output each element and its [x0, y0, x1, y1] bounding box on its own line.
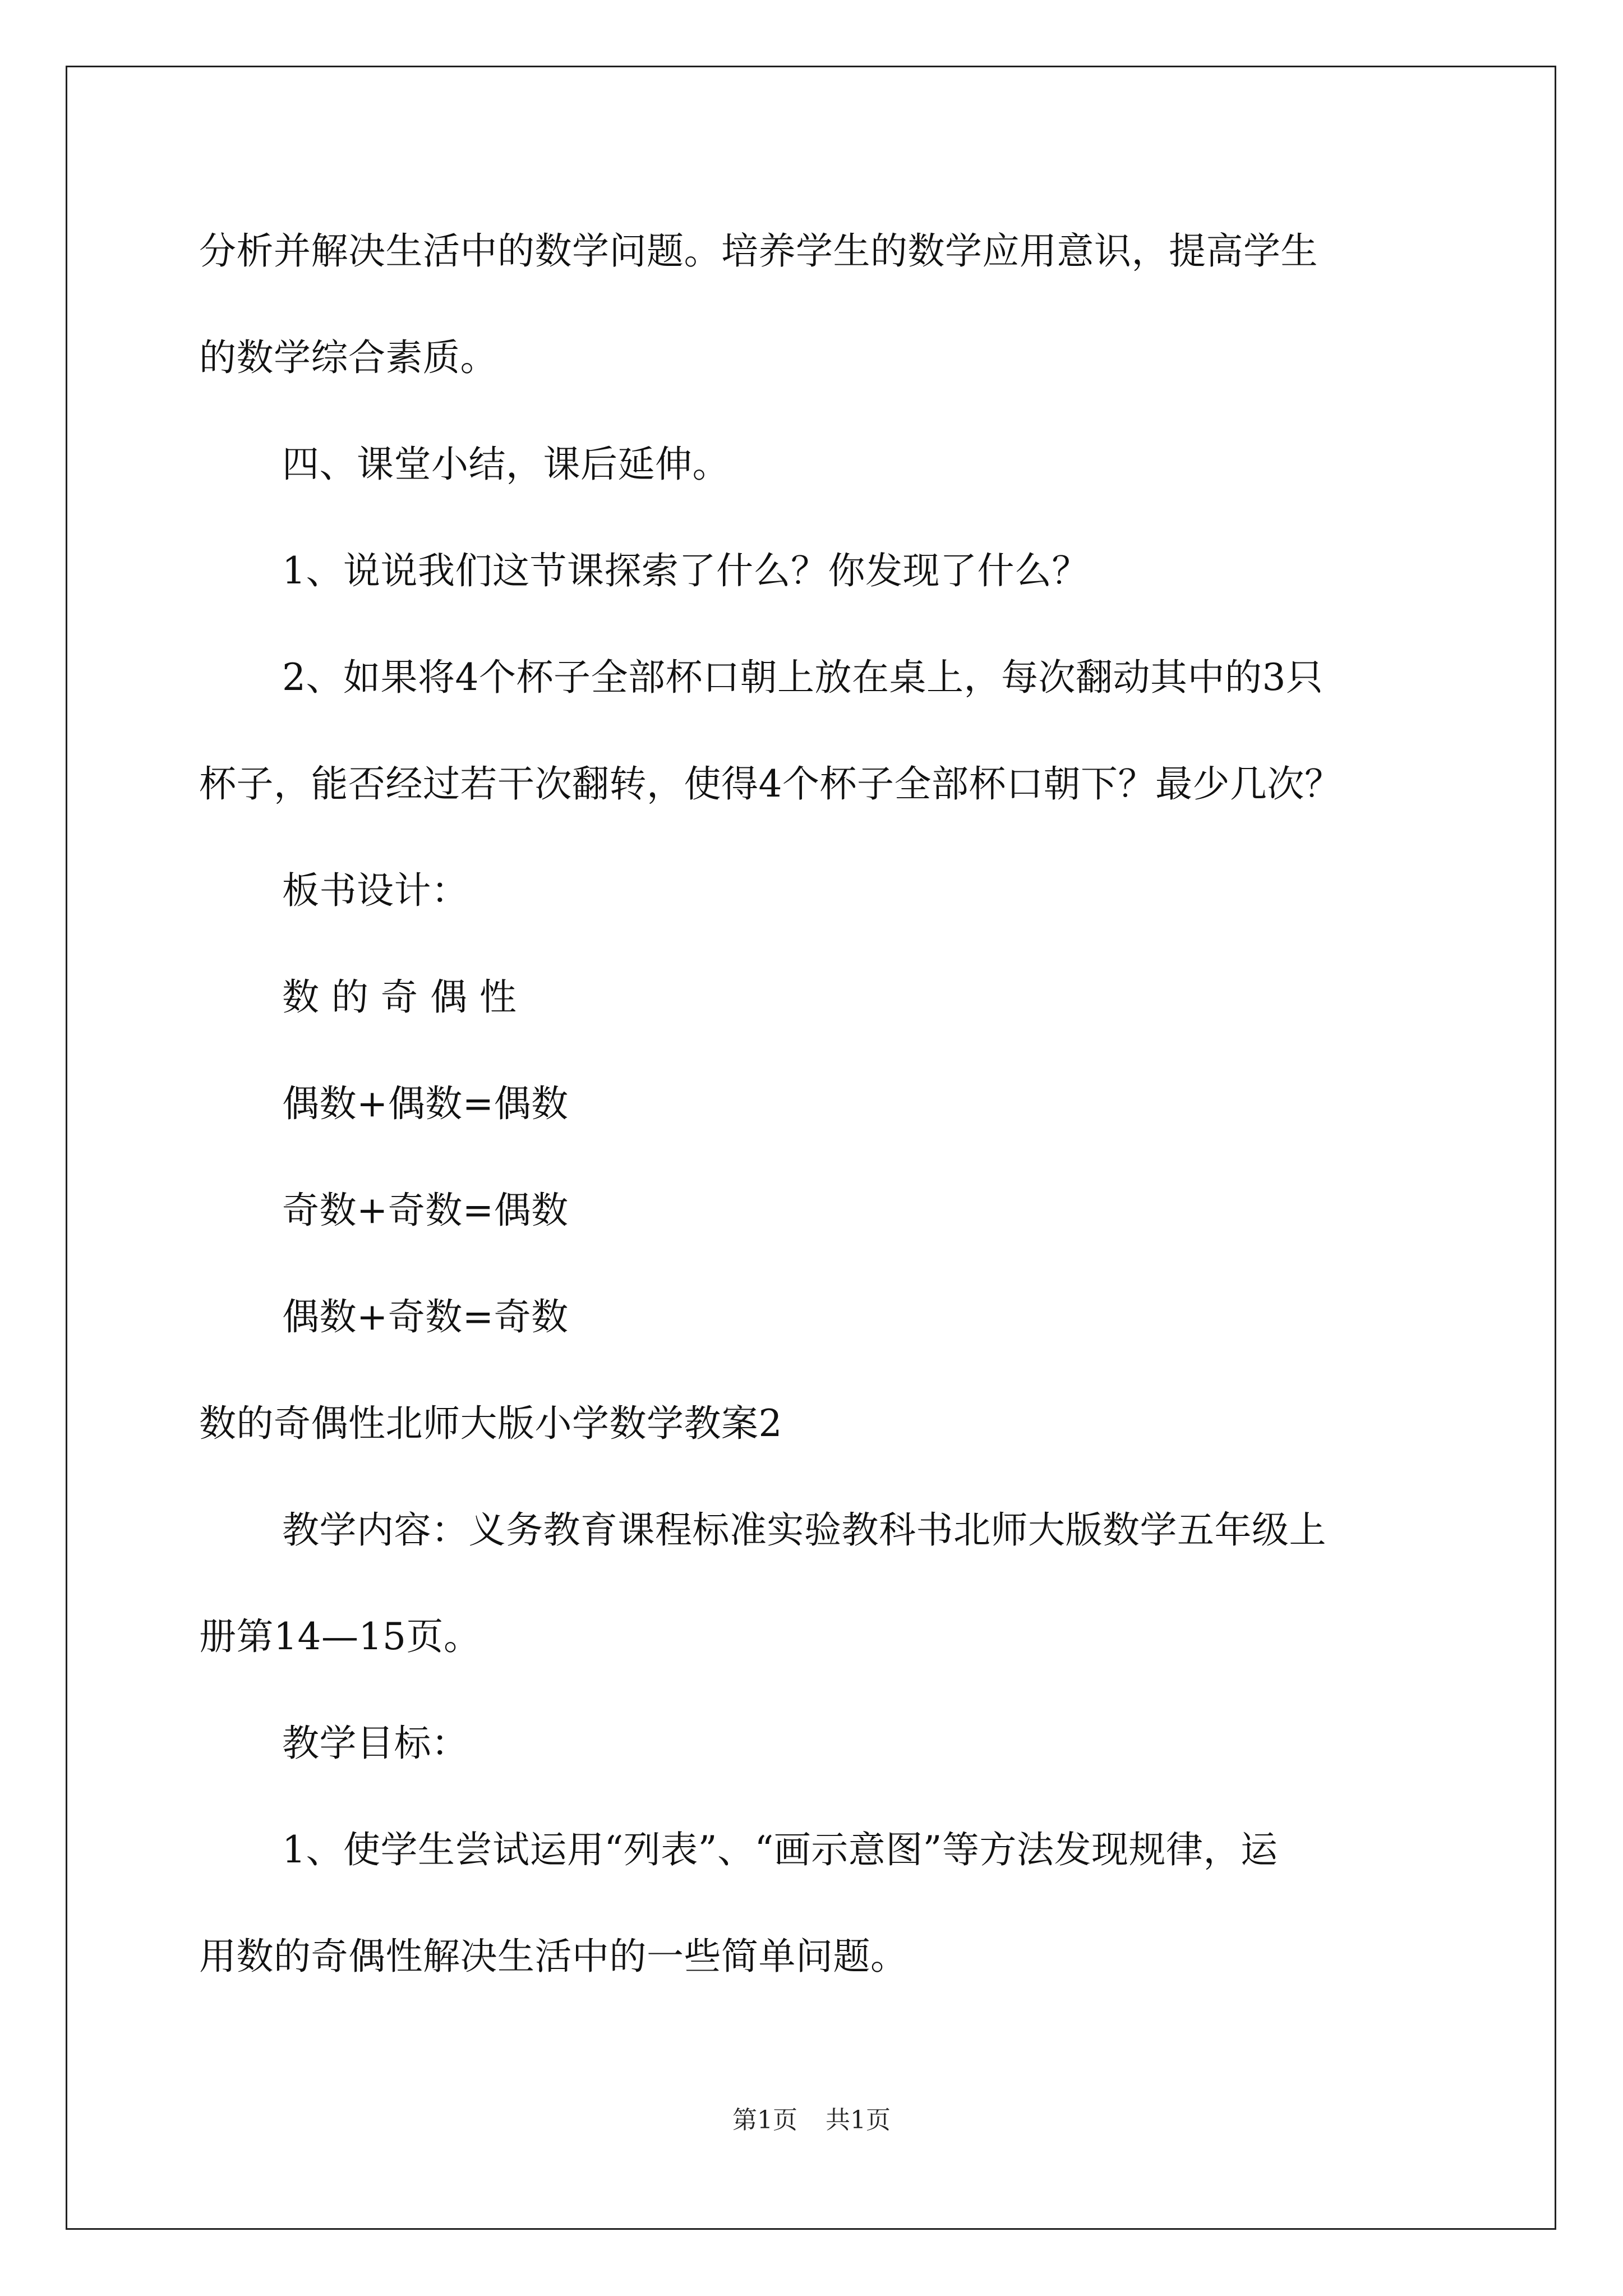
formula-line: 偶数+偶数=偶数	[282, 1082, 569, 1125]
paragraph-line: 杯子，能否经过若干次翻转，使得4个杯子全部杯口朝下？最少几次？	[199, 762, 1342, 806]
paragraph-line: 教学内容：义务教育课程标准实验教科书北师大版数学五年级上	[282, 1508, 1326, 1552]
formula-line: 偶数+奇数=奇数	[282, 1295, 569, 1338]
paragraph-line: 分析并解决生活中的数学问题。培养学生的数学应用意识，提高学生	[199, 229, 1318, 273]
page-footer	[0, 2104, 1623, 2137]
section-heading: 教学目标：	[282, 1722, 469, 1765]
formula-line: 奇数+奇数=偶数	[282, 1189, 569, 1232]
page-frame	[66, 66, 1556, 2230]
section-heading: 四、课堂小结，课后延伸。	[282, 443, 730, 486]
list-item: 1、说说我们这节课探索了什么？你发现了什么？	[282, 549, 1089, 592]
document-heading: 数的奇偶性北师大版小学数学教案2	[199, 1402, 782, 1445]
board-title: 数 的 奇 偶 性	[282, 976, 517, 1019]
page-number: 第1页	[732, 2106, 797, 2134]
board-design-label: 板书设计：	[282, 869, 469, 912]
paragraph-line: 用数的奇偶性解决生活中的一些简单问题。	[199, 1935, 908, 1978]
list-item: 2、如果将4个杯子全部杯口朝上放在桌上，每次翻动其中的3只	[282, 656, 1324, 699]
paragraph-line: 册第14—15页。	[199, 1615, 481, 1658]
page-total: 共1页	[826, 2106, 891, 2134]
list-item: 1、使学生尝试运用“列表”、“画示意图”等方法发现规律，运	[282, 1828, 1278, 1871]
paragraph-line: 的数学综合素质。	[199, 336, 497, 379]
